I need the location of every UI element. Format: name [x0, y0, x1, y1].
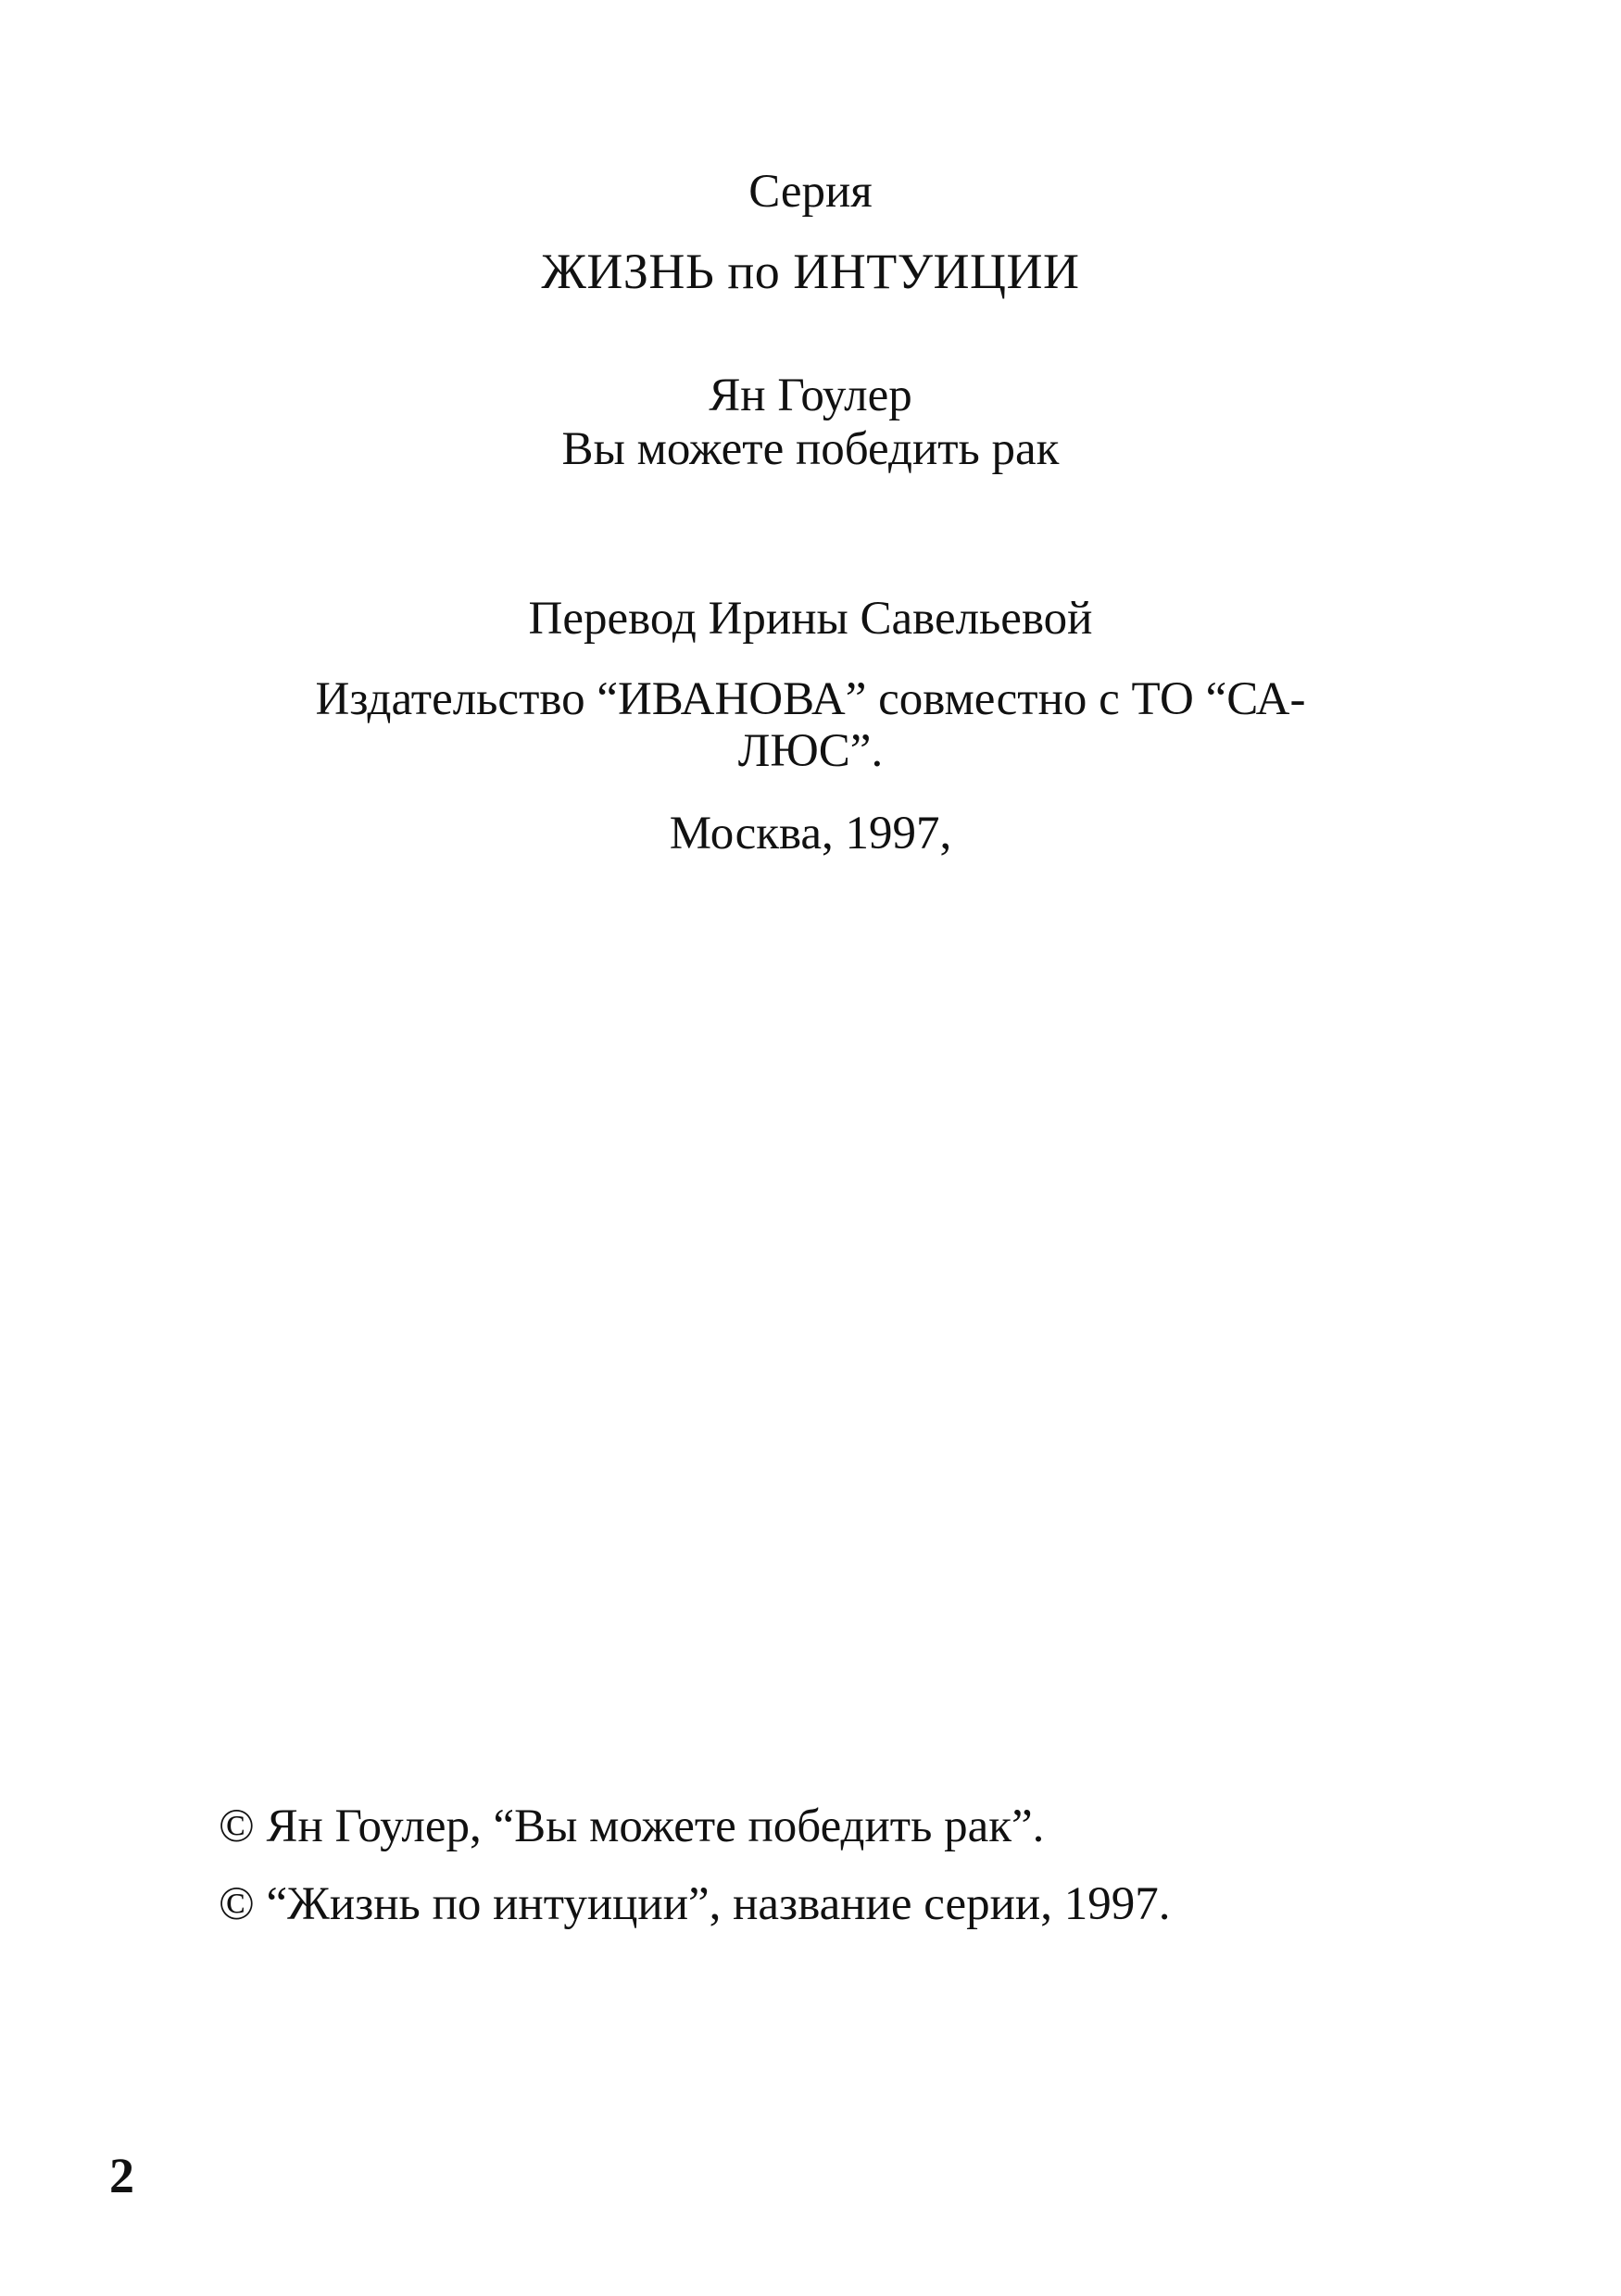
copyright-notice-book: © Ян Гоулер, “Вы можете победить рак”. — [219, 1800, 1045, 1852]
series-label: Серия — [748, 166, 873, 218]
city-year: Москва, 1997, — [669, 808, 952, 859]
publisher-line: Издательство “ИВАНОВА” совместно с ТО “СА- — [315, 673, 1306, 725]
publisher-line-continued: ЛЮС”. — [737, 725, 884, 777]
series-name: ЖИЗНЬ по ИНТУИЦИИ — [541, 244, 1080, 299]
translator-credit: Перевод Ирины Савельевой — [528, 593, 1093, 645]
copyright-notice-series: © “Жизнь по интуиции”, название серии, 1997. — [219, 1878, 1171, 1930]
author-name: Ян Гоулер — [709, 370, 912, 421]
page-number: 2 — [109, 2148, 134, 2203]
book-title: Вы можете победить рак — [561, 423, 1060, 475]
